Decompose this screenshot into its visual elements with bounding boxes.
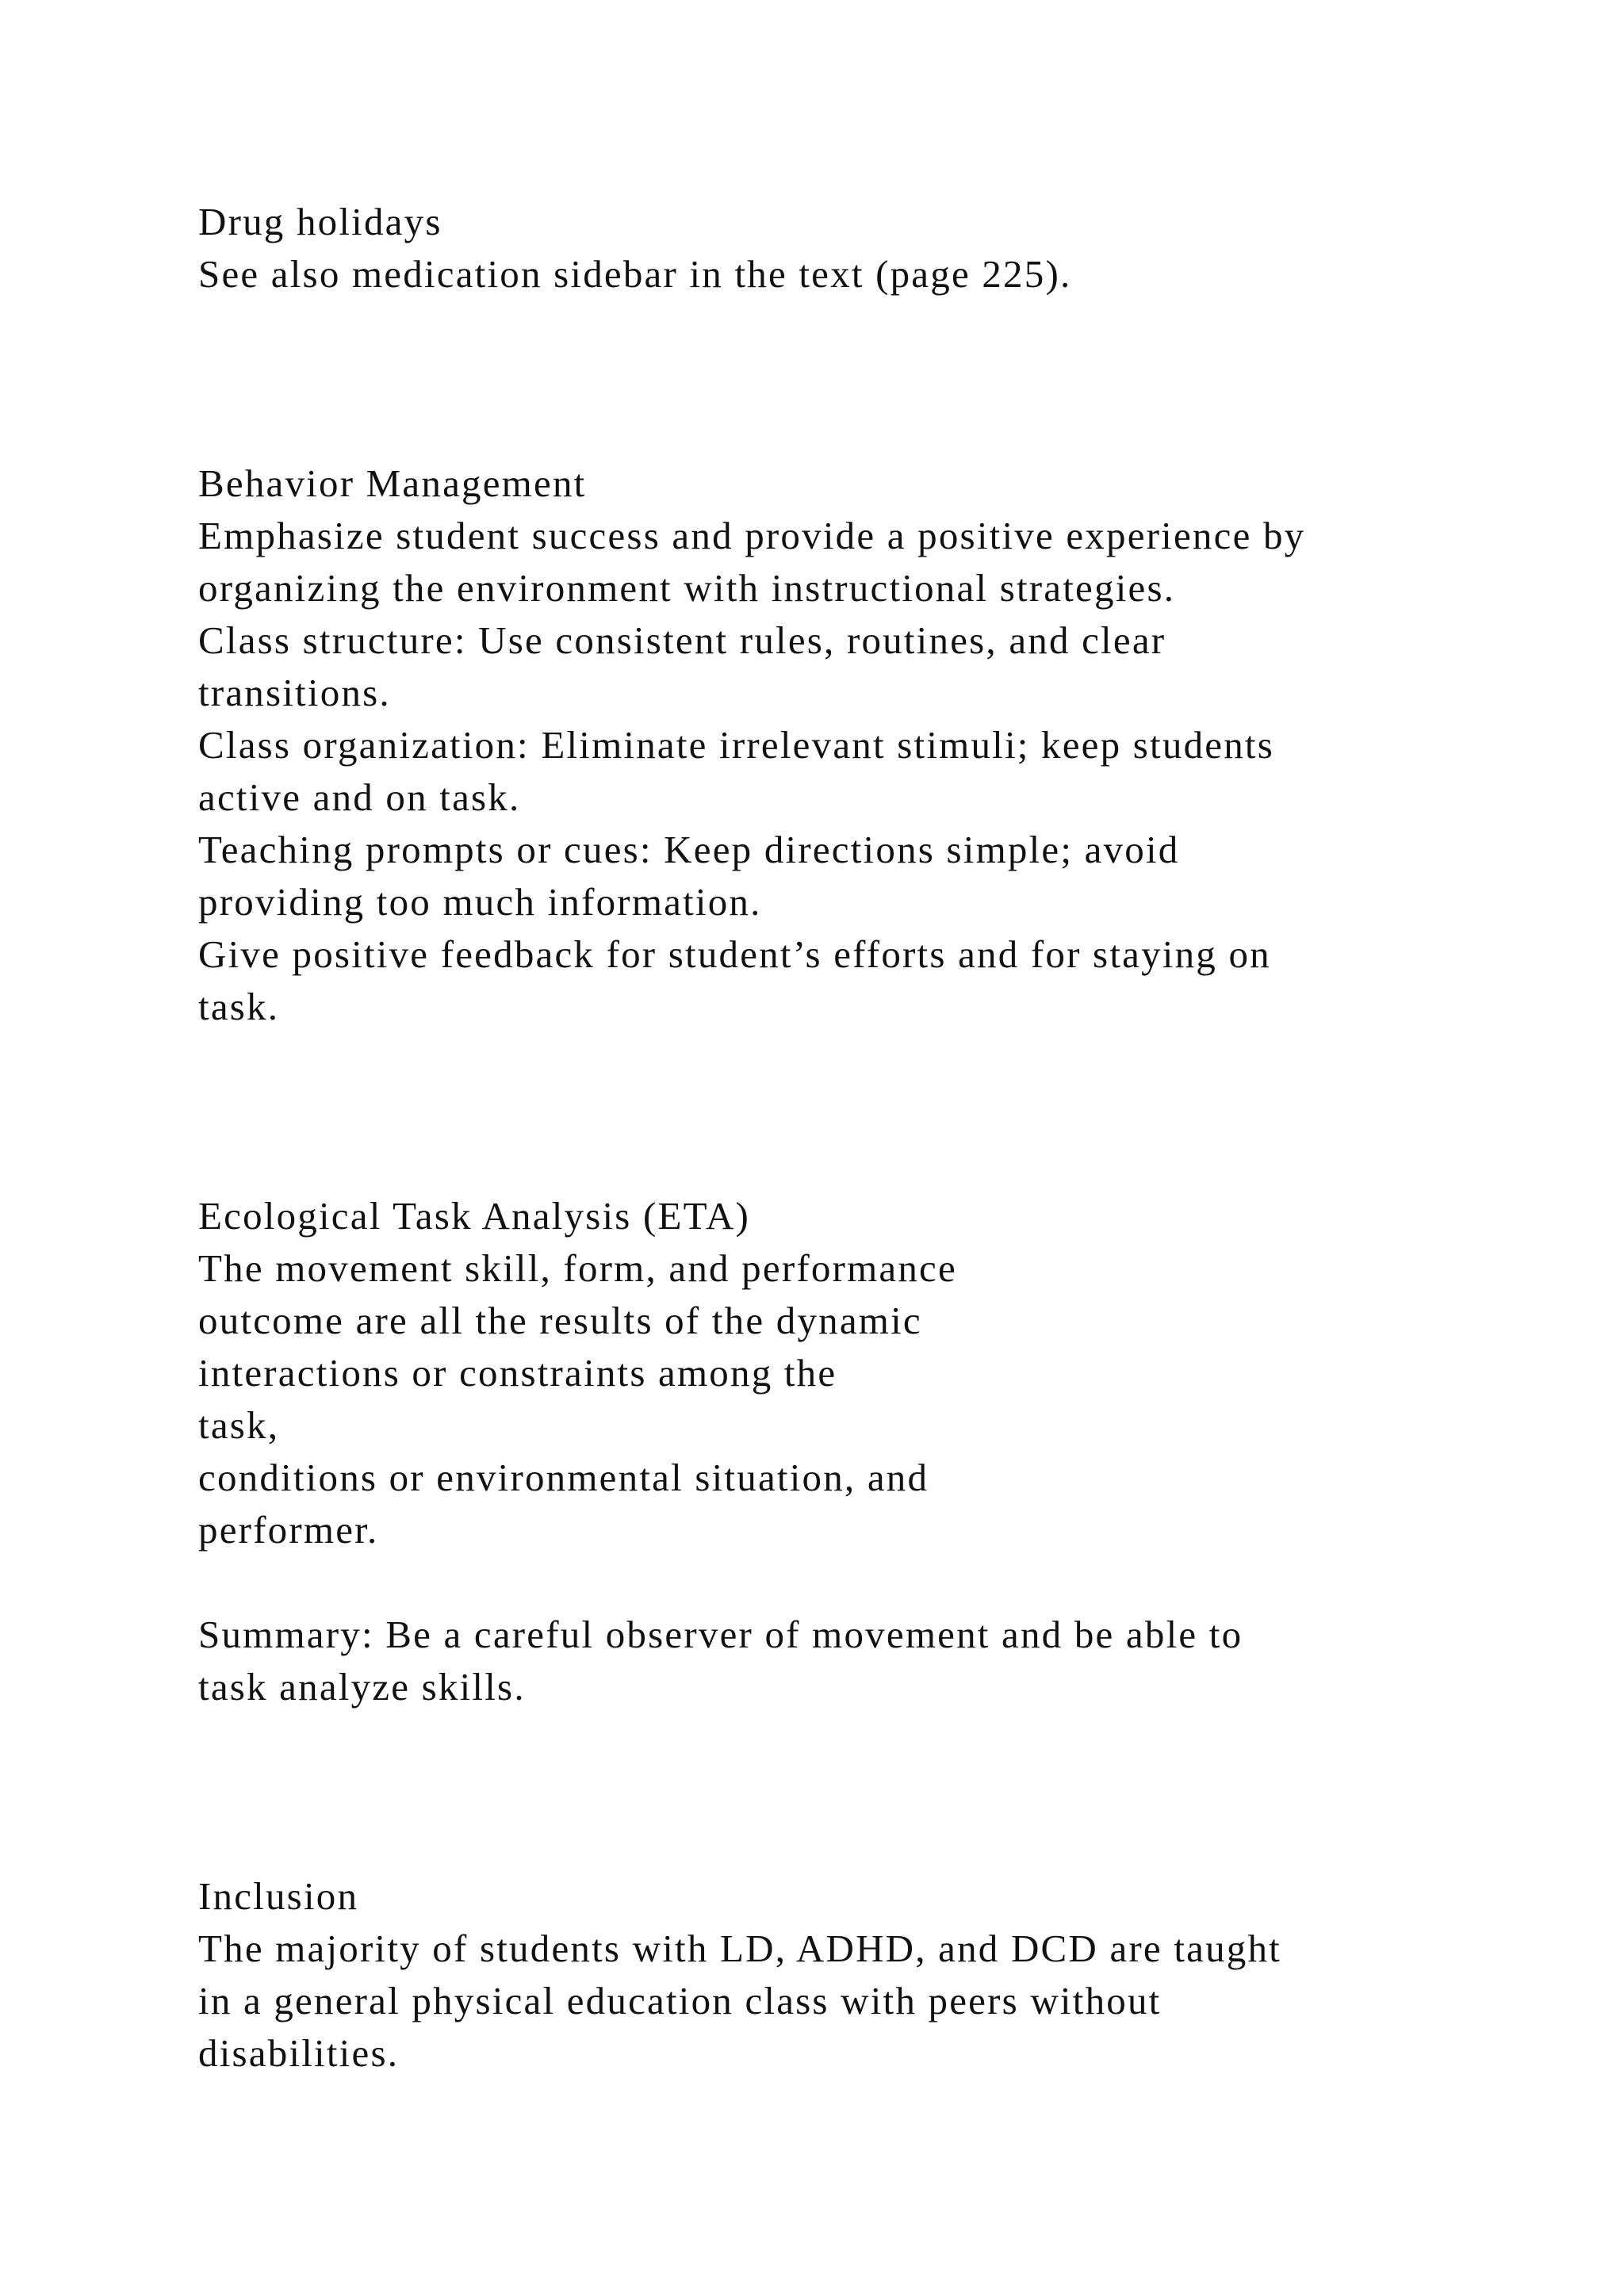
section-heading-behavior-management: Behavior Management [198, 461, 587, 505]
text-line: See also medication sidebar in the text (page 225). [198, 252, 1072, 296]
text-line: outcome are all the results of the dynamic [198, 1299, 922, 1342]
text-line: Class structure: Use consistent rules, routines, and clear [198, 618, 1166, 662]
text-line: active and on task. [198, 775, 521, 819]
text-line: Teaching prompts or cues: Keep directions simple; avoid [198, 828, 1180, 871]
text-line: transitions. [198, 671, 391, 714]
text-line: performer. [198, 1508, 379, 1552]
text-line: task analyze skills. [198, 1665, 526, 1709]
text-line: task. [198, 985, 280, 1028]
text-line: task, [198, 1403, 280, 1447]
text-line: Emphasize student success and provide a positive experience by [198, 514, 1306, 557]
text-line: disabilities. [198, 2031, 400, 2075]
section-heading-ecological-task-analysis: Ecological Task Analysis (ETA) [198, 1194, 750, 1238]
text-line: conditions or environmental situation, and [198, 1456, 929, 1499]
section-heading-drug-holidays: Drug holidays [198, 200, 442, 243]
text-line: interactions or constraints among the [198, 1351, 837, 1395]
text-line: in a general physical education class with peers without [198, 1979, 1162, 2022]
text-line: Give positive feedback for student’s efforts and for staying on [198, 932, 1271, 976]
summary-line: Summary: Be a careful observer of movement and be able to [198, 1613, 1243, 1656]
section-heading-inclusion: Inclusion [198, 1874, 359, 1918]
text-line: The majority of students with LD, ADHD, and DCD are taught [198, 1927, 1281, 1970]
text-line: The movement skill, form, and performance [198, 1246, 957, 1290]
text-line: organizing the environment with instructional strategies. [198, 566, 1176, 610]
text-line: providing too much information. [198, 880, 762, 924]
text-line: Class organization: Eliminate irrelevant stimuli; keep students [198, 723, 1274, 767]
